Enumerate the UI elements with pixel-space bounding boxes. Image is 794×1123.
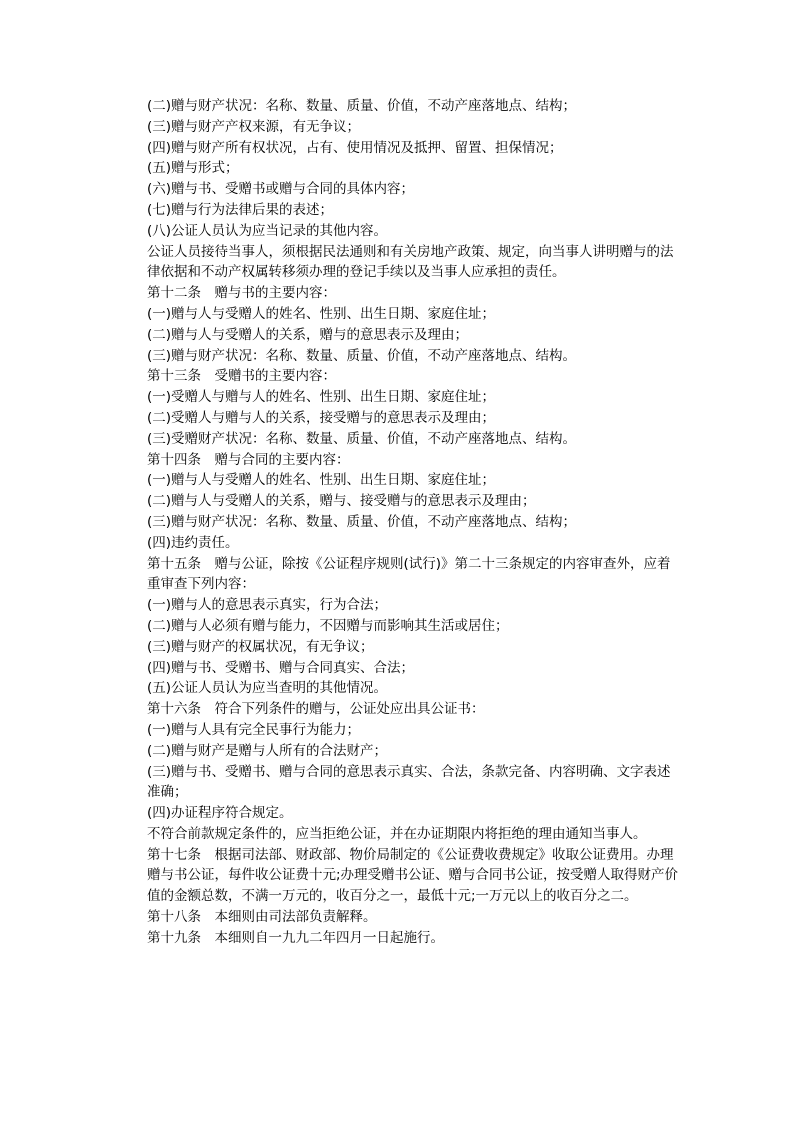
clause-line: (三)赠与财产产权来源，有无争议；: [147, 118, 361, 135]
clause-line: (四)违约责任。: [147, 534, 239, 551]
clause-line: (二)赠与人必须有赠与能力，不因赠与而影响其生活或居住；: [147, 617, 509, 634]
paragraph: 不符合前款规定条件的，应当拒绝公证，并在办证期限内将拒绝的理由通知当事人。: [147, 825, 647, 842]
article-paragraph: 第十五条 赠与公证，除按《公证程序规则(试行)》第二十三条规定的内容审查外，应着重审查下列内容：: [147, 555, 671, 593]
article-line: 第十八条 本细则由司法部负责解释。: [147, 909, 377, 926]
clause-line: (三)赠与财产状况：名称、数量、质量、价值，不动产座落地点、结构。: [147, 347, 577, 364]
clause-line: (一)赠与人具有完全民事行为能力；: [147, 721, 361, 738]
clause-line: (八)公证人员认为应当记录的其他内容。: [147, 222, 388, 239]
document-body: [147, 96, 680, 949]
clause-line: (二)赠与人与受赠人的关系，赠与、接受赠与的意思表示及理由；: [147, 493, 536, 510]
article-line: 第十九条 本细则自一九九二年四月一日起施行。: [147, 929, 444, 946]
article-heading: 第十六条 符合下列条件的赠与，公证处应出具公证书：: [147, 701, 485, 718]
clause-line: (七)赠与行为法律后果的表述；: [147, 201, 334, 218]
clause-line: (五)公证人员认为应当查明的其他情况。: [147, 680, 388, 697]
clause-line: (三)赠与财产的权属状况，有无争议；: [147, 638, 374, 655]
clause-line: (二)赠与财产状况：名称、数量、质量、价值，不动产座落地点、结构；: [147, 98, 577, 114]
clause-line: (二)赠与财产是赠与人所有的合法财产；: [147, 742, 388, 759]
article-heading: 第十四条 赠与合同的主要内容：: [147, 451, 350, 468]
clause-line: (一)赠与人与受赠人的姓名、性别、出生日期、家庭住址；: [147, 305, 496, 322]
article-paragraph: 第十七条 根据司法部、财政部、物价局制定的《公证费收费规定》收取公证费用。办理赠与书公证，每件收公证费十元;办理受赠书公证、赠与合同书公证，按受赠人取得财产价值的金额总数，不满一万元的，收百分之一，最低十元;一万元以上的收百分之二。: [147, 846, 679, 905]
clause-line: (三)受赠财产状况：名称、数量、质量、价值，不动产座落地点、结构。: [147, 430, 577, 447]
clause-line: (三)赠与财产状况：名称、数量、质量、价值，不动产座落地点、结构；: [147, 513, 577, 530]
paragraph: 公证人员接待当事人，须根据民法通则和有关房地产政策、规定，向当事人讲明赠与的法律依据和不动产权属转移须办理的登记手续以及当事人应承担的责任。: [147, 243, 674, 281]
clause-line: (一)赠与人的意思表示真实，行为合法；: [147, 597, 388, 614]
clause-line: (四)赠与书、受赠书、赠与合同真实、合法；: [147, 659, 415, 676]
clause-line: (六)赠与书、受赠书或赠与合同的具体内容；: [147, 181, 415, 198]
article-heading: 第十二条 赠与书的主要内容：: [147, 285, 336, 302]
clause-line: (一)赠与人与受赠人的姓名、性别、出生日期、家庭住址；: [147, 472, 496, 489]
clause-paragraph: (三)赠与书、受赠书、赠与合同的意思表示真实、合法，条款完备、内容明确、文字表述准确；: [147, 763, 671, 801]
clause-line: (五)赠与形式；: [147, 160, 239, 177]
clause-line: (四)办证程序符合规定。: [147, 805, 293, 822]
clause-line: (二)赠与人与受赠人的关系，赠与的意思表示及理由；: [147, 326, 469, 343]
clause-line: (一)受赠人与赠与人的姓名、性别、出生日期、家庭住址；: [147, 389, 496, 406]
clause-line: (二)受赠人与赠与人的关系，接受赠与的意思表示及理由；: [147, 409, 496, 426]
article-heading: 第十三条 受赠书的主要内容：: [147, 368, 336, 385]
clause-line: (四)赠与财产所有权状况，占有、使用情况及抵押、留置、担保情况；: [147, 139, 563, 156]
